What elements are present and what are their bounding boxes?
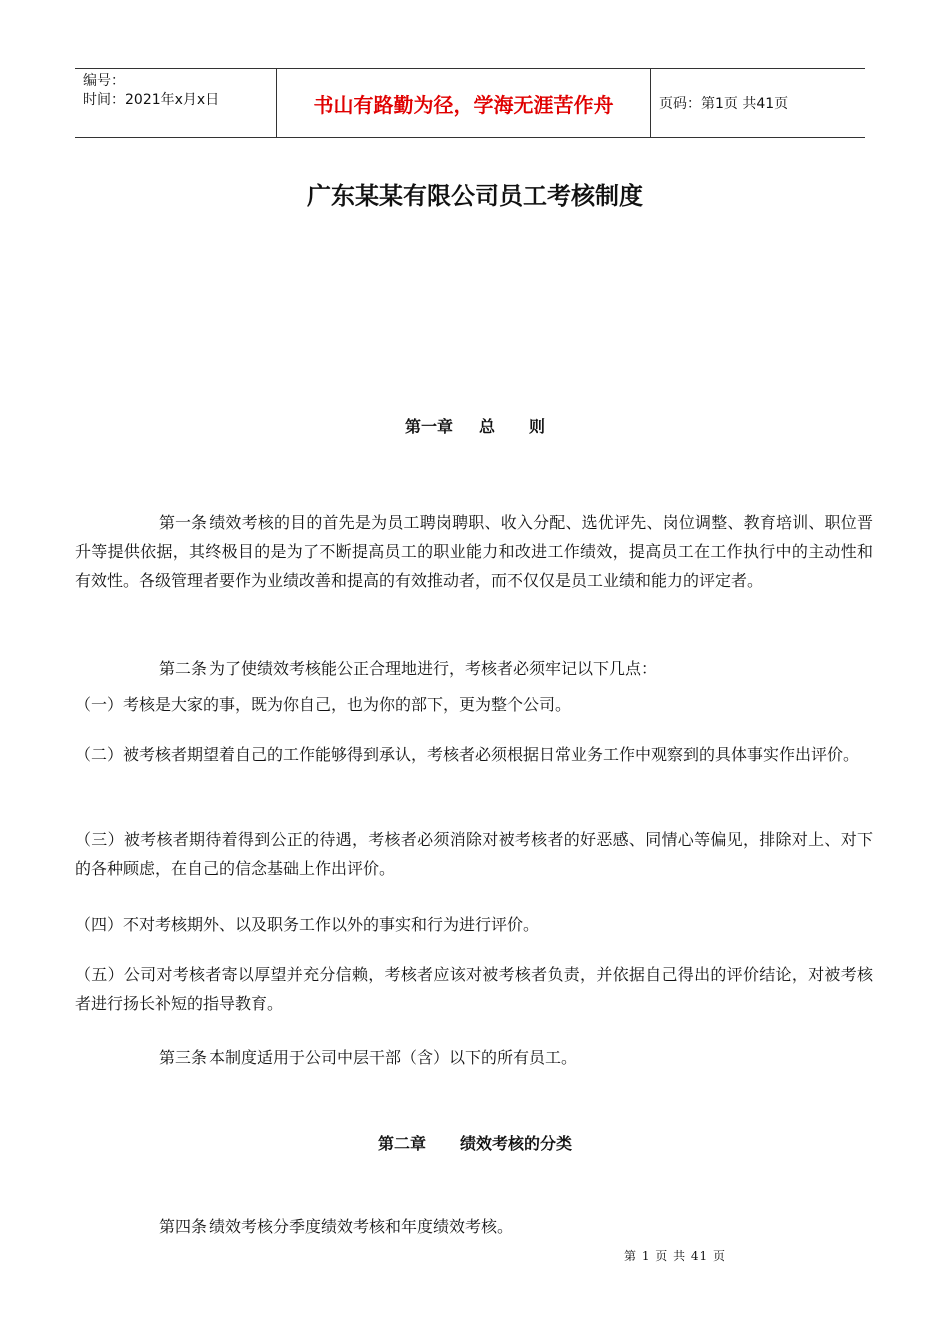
article-1-label: 第一条 [159, 513, 208, 532]
point-2: （二）被考核者期望着自己的工作能够得到承认，考核者必须根据日常业务工作中观察到的具体事实作出评价。 [75, 745, 860, 764]
header-table [75, 68, 865, 138]
point-3: （三）被考核者期待着得到公正的待遇，考核者必须消除对被考核者的好恶感、同情心等偏见，排除对上、对下的各种顾虑，在自己的信念基础上作出评价。 [75, 830, 873, 878]
chapter-1-word2: 则 [529, 417, 546, 436]
article-4-label: 第四条 [159, 1217, 208, 1236]
page-footer: 第 1 页 共 41 页 [624, 1249, 726, 1263]
article-3-label: 第三条 [159, 1048, 208, 1067]
chapter-2-number: 第二章 [377, 1134, 426, 1153]
number-label: 编号： [83, 73, 125, 89]
article-4-text: 绩效考核分季度绩效考核和年度绩效考核。 [209, 1217, 514, 1236]
header-meta-cell [75, 69, 277, 137]
motto: 书山有路勤为径，学海无涯苦作舟 [277, 69, 651, 137]
document-title: 广东某某有限公司员工考核制度 [307, 182, 643, 210]
article-3 [75, 1043, 873, 1072]
article-2-text: 为了使绩效考核能公正合理地进行，考核者必须牢记以下几点： [209, 659, 658, 678]
article-2 [75, 654, 873, 683]
time-label: 时间：2021年x月x日 [83, 92, 220, 108]
point-4: （四）不对考核期外、以及职务工作以外的事实和行为进行评价。 [75, 915, 540, 934]
article-2-label: 第二条 [159, 659, 208, 678]
article-3-text: 本制度适用于公司中层干部（含）以下的所有员工。 [209, 1048, 578, 1067]
article-4 [75, 1212, 873, 1241]
point-1: （一）考核是大家的事，既为你自己，也为你的部下，更为整个公司。 [75, 695, 572, 714]
page-info: 页码：第1页 共41页 [659, 96, 789, 112]
article-1-text: 绩效考核的目的首先是为员工聘岗聘职、收入分配、选优评先、岗位调整、教育培训、职位晋升等提供依据，其终极目的是为了不断提高员工的职业能力和改进工作绩效，提高员工在工作执行中的主动性和有效性。各级管理者要作为业绩改善和提高的有效推动者，而不仅仅是员工业绩和能力的评定者。 [75, 513, 873, 590]
chapter-1-heading [0, 414, 950, 437]
chapter-1-word1: 总 [478, 417, 495, 436]
chapter-2-name: 绩效考核的分类 [460, 1134, 573, 1153]
chapter-1-number: 第一章 [404, 417, 453, 436]
chapter-2-heading [0, 1131, 950, 1154]
point-5: （五）公司对考核者寄以厚望并充分信赖，考核者应该对被考核者负责，并依据自己得出的评价结论，对被考核者进行扬长补短的指导教育。 [75, 965, 873, 1013]
article-1 [75, 508, 873, 595]
